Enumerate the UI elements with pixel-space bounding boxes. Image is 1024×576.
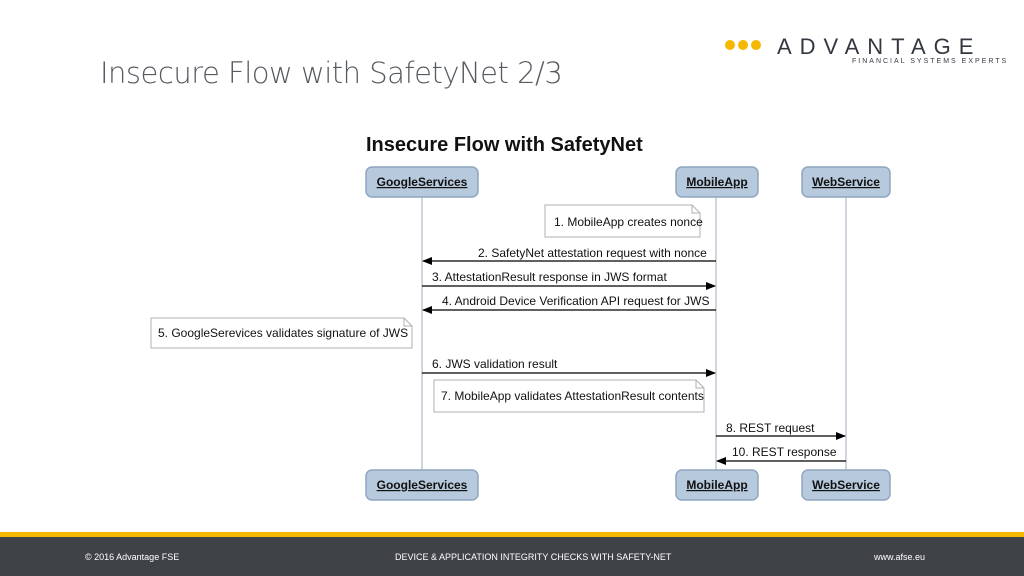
participant-label: WebService [812, 478, 880, 492]
footer-bar [0, 537, 1024, 576]
participant-webservice-top [802, 167, 890, 197]
participant-label: MobileApp [686, 478, 748, 492]
participant-mobileapp-top [676, 167, 758, 197]
participant-label: GoogleServices [376, 478, 468, 492]
note-text: 7. MobileApp validates AttestationResult contents [441, 389, 704, 403]
message-label: 8. REST request [726, 421, 815, 435]
participant-googleservices-top [366, 167, 478, 197]
participant-label: GoogleServices [376, 175, 468, 189]
note-validates-attestation [434, 380, 704, 412]
logo-tagline: FINANCIAL SYSTEMS EXPERTS [852, 58, 1009, 65]
note-text: 1. MobileApp creates nonce [554, 215, 703, 229]
participant-webservice-bottom [802, 470, 890, 500]
participant-mobileapp-bottom [676, 470, 758, 500]
footer-topic: DEVICE & APPLICATION INTEGRITY CHECKS WITH SAFETY-NET [395, 552, 672, 562]
participant-label: WebService [812, 175, 880, 189]
note-validates-signature [151, 318, 412, 348]
page-title: Insecure Flow with SafetyNet 2/3 [100, 56, 563, 90]
message-label: 3. AttestationResult response in JWS format [432, 270, 667, 284]
message-label: 10. REST response [732, 445, 837, 459]
participant-googleservices-bottom [366, 470, 478, 500]
message-label: 6. JWS validation result [432, 357, 558, 371]
footer-url: www.afse.eu [874, 552, 926, 562]
message-label: 2. SafetyNet attestation request with nonce [478, 246, 707, 260]
participant-label: MobileApp [686, 175, 748, 189]
message-label: 4. Android Device Verification API request for JWS [442, 294, 710, 308]
note-creates-nonce [545, 205, 703, 237]
note-text: 5. GoogleSerevices validates signature of JWS [158, 326, 409, 340]
diagram-title: Insecure Flow with SafetyNet [366, 134, 643, 156]
logo-wordmark: ADVANTAGE [777, 34, 982, 59]
footer-copyright: © 2016 Advantage FSE [85, 552, 180, 562]
